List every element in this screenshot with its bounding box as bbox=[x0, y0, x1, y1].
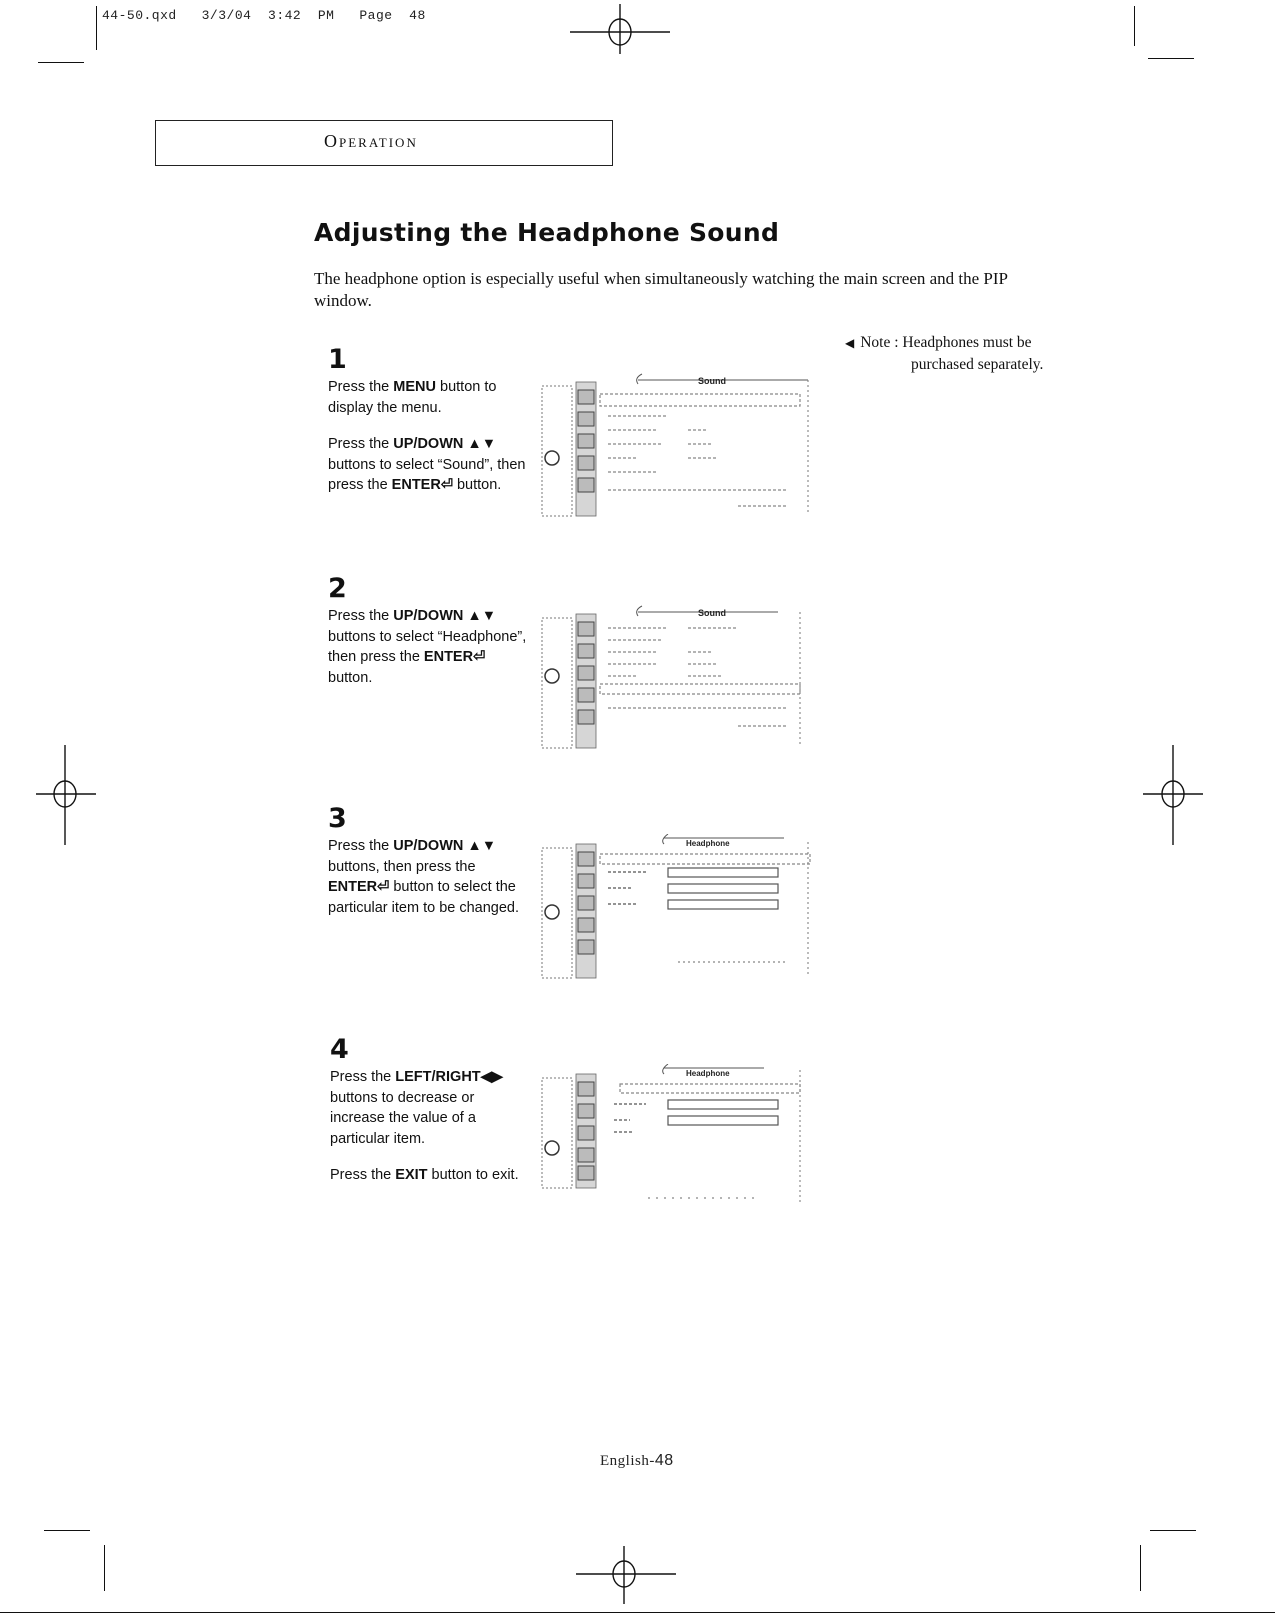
crop-mark bbox=[38, 62, 84, 63]
registration-mark bbox=[576, 1540, 676, 1610]
page-edge bbox=[0, 1612, 1275, 1613]
note-line-1: Note : Headphones must be bbox=[860, 334, 1032, 351]
step-number: 1 bbox=[328, 344, 347, 375]
osd-title: Headphone bbox=[686, 839, 730, 848]
step-number: 3 bbox=[328, 803, 347, 834]
registration-mark bbox=[570, 4, 670, 54]
crop-mark bbox=[96, 6, 97, 50]
step-instructions bbox=[330, 1067, 530, 1186]
section-header-box bbox=[155, 120, 613, 166]
osd-title: Headphone bbox=[686, 1069, 730, 1078]
intro-paragraph: The headphone option is especially useful when simultaneously watching the main screen and the PIP window. bbox=[314, 269, 1008, 310]
step-instructions bbox=[328, 606, 528, 688]
step-paragraph: Press the EXIT button to exit. bbox=[330, 1167, 519, 1183]
step-paragraph: Press the MENU button to display the menu. bbox=[328, 379, 497, 416]
crop-mark bbox=[1140, 1545, 1141, 1591]
step-1 bbox=[328, 344, 528, 512]
step-instructions bbox=[328, 377, 528, 496]
note-arrow-icon: ◀ bbox=[845, 336, 855, 350]
registration-mark bbox=[36, 745, 96, 845]
step-number: 4 bbox=[330, 1034, 349, 1065]
step-paragraph: Press the UP/DOWN ▲▼ buttons to select “Sound”, then press the ENTER⏎ button. bbox=[328, 436, 526, 493]
step-paragraph: Press the UP/DOWN ▲▼ buttons, then press the ENTER⏎ button to select the particular item to be changed. bbox=[328, 838, 520, 916]
osd-sound-menu-image bbox=[538, 604, 814, 754]
registration-mark bbox=[1143, 745, 1203, 845]
crop-mark bbox=[1148, 58, 1194, 59]
menu-screenshot bbox=[538, 604, 814, 754]
footer-language: English- bbox=[600, 1453, 655, 1469]
step-4 bbox=[330, 1034, 530, 1202]
osd-headphone-menu-image bbox=[538, 834, 814, 984]
step-instructions bbox=[328, 836, 528, 918]
step-paragraph: Press the UP/DOWN ▲▼ buttons to select “Headphone”, then press the ENTER⏎ button. bbox=[328, 608, 527, 686]
note-line-2: purchased separately. bbox=[911, 356, 1044, 373]
menu-screenshot bbox=[538, 1064, 814, 1214]
osd-sound-menu-image bbox=[538, 372, 814, 522]
page-number: 48 bbox=[654, 1452, 674, 1469]
crop-mark bbox=[104, 1545, 105, 1591]
osd-title: Sound bbox=[698, 376, 726, 386]
step-3 bbox=[328, 803, 528, 934]
menu-screenshot bbox=[538, 372, 814, 522]
step-paragraph: Press the LEFT/RIGHT◀▶ buttons to decrease or increase the value of a particular item. bbox=[330, 1069, 503, 1147]
print-slug: 44-50.qxd 3/3/04 3:42 PM Page 48 bbox=[102, 8, 426, 23]
crop-mark bbox=[44, 1530, 90, 1531]
section-label: Operation bbox=[324, 131, 418, 151]
page-title: Adjusting the Headphone Sound bbox=[314, 218, 780, 247]
osd-title: Sound bbox=[698, 608, 726, 618]
crop-mark bbox=[1134, 6, 1135, 46]
page-footer bbox=[600, 1452, 674, 1470]
side-note bbox=[845, 332, 1075, 376]
crop-mark bbox=[1150, 1530, 1196, 1531]
step-2 bbox=[328, 573, 528, 704]
step-number: 2 bbox=[328, 573, 347, 604]
menu-screenshot bbox=[538, 834, 814, 984]
osd-headphone-adjust-image bbox=[538, 1064, 814, 1214]
